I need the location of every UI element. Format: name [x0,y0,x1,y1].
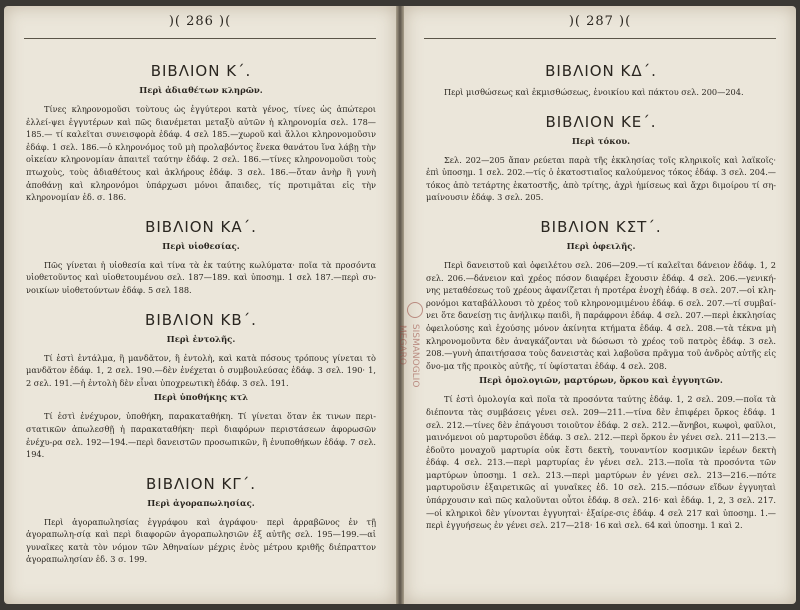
section-subtitle: Περὶ ἀδιαθέτων κληρῶν. [139,86,263,96]
library-watermark [377,285,423,405]
section-subtitle: Περὶ ὑποθήκης κτλ [153,393,249,404]
paragraph: Περὶ δανειστοῦ καὶ ὀφειλέτου σελ. 206—209.—τί καλεῖται δάνειον ἐδάφ. 1, 2 σελ. 206.—δάνειον καὶ χρέος πόσον διαφέρει ἔχουσιν ἐδάφ. 4 σελ. 206.—γενική-νης μεταθέσεως τοῦ χρέους ἀφανίζεται ἡ προτέρα ἐνοχὴ ἐδάφ. 8 σελ. 207.—οἱ κλη-ρονόμοι καταβάλλουσι τὸ χρέος τοῦ κληρονομιμένου ἐδάφ. 6 σελ. 207.—τί συμβαί-νει ὅτε δανείσῃ τις ἀνήλικῳ παιδὶ, ἢ παράφρονι ἐδάφ. 4 σελ. 207.—περὶ ἐκκλησίας ὀφειλούσης καὶ ἐχούσης μόνον ἀκίνητα κτήματα ἐδάφ. 4 σελ. 208.—τὰ τέκνα μὴ κληρονομοῦντα δὲν ἀναγκάζονται νὰ δώσωσι τὸ χρέος τοῦ πατρὸς ἐδάφ. 3 σελ. 208.—γυνὴ ἀπαιτήσασα τοὺς δανειστὰς καὶ λαβοῦσα πρᾶγμα τοῦ ἀνδρὸς αὐτῆς εἰς ὄνο-μα τῆς προικὸς αὐτῆς, τί ὑφίσταται ἐδάφ. 4 σελ. 208. [426,259,776,371]
section-subtitle: Περὶ ἐντολῆς. [166,334,236,345]
header-rule [24,38,376,39]
paragraph: Τίνες κληρονομοῦσι τοὺτους ὡς ἐγγύτεροι κατὰ γένος, τίνες ὡς ἀπώτεροι ἐλλεί-ψει ἐγγυτέρων καὶ πῶς διανέμεται μεταξὺ αὐτῶν ἡ κληρονομία σελ. 178—185.— τί καλεῖται συνεισφορὰ ἐδάφ. 4 σελ 185.—χωροῦ καὶ ἄλλοι κληρονομοῦσιν ἐδάφ. 1 σελ. 186.—ὁ κληρονόμος τοῦ μὴ προλαβόντος ἕνεκα θανάτου ἵνα λάβῃ τὴν οἰκείαν κληρονομίαν ἀπαιτεῖ ταύτην ἐδάφ. 2 σελ. 186.—τίνες κληρονομοῦσι τοὺς πτωχοὺς, τοὺς ἀδιαθέτους καὶ ἀκλήρους ἐδάφ. 3 σελ. 186.—ὅταν ἀνὴρ ἢ γυνὴ ἀποθάνῃ καὶ κληρονόμοι ὑπάρχωσι μόνοι ἄπαιδες, τίς προτιμᾶται εἰς τὴν κληρονομίαν ἐδ. σ. 186. [26,104,376,203]
page-number: )( 286 )( [168,14,232,29]
watermark-text: SISMANOGLIO MEGARO [397,324,420,388]
section-subtitle: Περὶ τόκου. [571,136,631,147]
header-rule [424,38,776,39]
paragraph: Περὶ μισθώσεως καὶ ἐκμισθώσεως, ἐνοικίου καὶ πάκτου σελ. 200—204. [444,87,744,97]
left-page [4,6,396,604]
section-title: ΒΙΒΛΙΟΝ ΚΕ΄. [545,112,657,131]
page-content [26,48,376,570]
paragraph: Τί ἐστὶ ἐνέχυρον, ὑποθήκη, παρακαταθήκη. Τί γίνεται ὅταν ἐκ τινων περι-στατικῶν ἀπωλεσθῇ ἡ παρακαταθήκη· περὶ διαφόρων περιστάσεων ἀφορωσῶν ἐνέχυ-ρα σελ. 192—194.—περὶ δανειστῶν προσωπικῶν, ἢ ἐνυποθήκων ἐδάφ. 7 σελ. 194. [26,411,376,460]
paragraph: Πῶς γίνεται ἡ υἱοθεσία καὶ τίνα τὰ ἐκ ταύτης κωλύματα· ποῖα τὰ προσόντα υἱοθετοῦντος καὶ υἱοθετουμένου σελ. 187—189. καὶ ὑποσημ. 1 σελ 187.—περὶ συ-νοικίων υἱοθετούντων ἐδάφ. 5 σελ 188. [26,259,376,295]
section-title: ΒΙΒΛΙΟΝ ΚΒ΄. [145,310,257,329]
paragraph: Τί ἐστὶ ὁμολογία καὶ ποῖα τὰ προσόντα ταύτης ἐδάφ. 1, 2 σελ. 209.—ποῖα τὰ διέποντα τὰς συμβάσεις γένει σελ. 209—211.—τίνα δὲν ἐπιφέρει ὅρκος ἐδάφ. 1 σελ. 212.—τίνες δὲν ἐπάγουσι τοιοῦτον ἐδάφ. 2 σελ. 212.—ἄνηβοι, κωφοὶ, φαῦλοι, μαινόμενοι οὐ μαρτυροῦσι ἐδάφ. 3 σελ. 212.—περὶ ὅρκου ἐν γένει σελ. 211—213.—ἐδοῦτο μοναχοῦ μαρτυρία οὐκ ἔστι δεκτὴ, τουναντίον κοσμικῶν ἱερέων δεκτὴ ἐδάφ. 4 σελ. 213.—περὶ μαρτυρίας ἐν γένει σελ. 213.—ποῖα τὰ προσόντα τῶν μαρτύρων ὑποσημ. 1 σελ. 213.—περὶ μαρτύρων ἐν γένει σελ. 213—216.—πότε μαρτυροῦσιν ἐξαιρετικῶς αἱ γυναῖκες ἐδ. 10 σελ. 215.—πόσων εἴδων ἐγγυηταὶ ὑπάρχουσιν καὶ πῶς καλοῦνται οὗτοι ἐδάφ. 8 σελ. 216· καὶ ἐδάφ. 1, 2, 3 σελ. 217.—οἱ κληρικοὶ δὲν γίνονται ἐγγυηταὶ· ἐξαίρε-σις ἐδάφ. 4 σελ 217 καὶ ὑποσημ. 1.—περὶ ἐγγυήσεως ἐν γένει σελ. 217—218· 16 καὶ σελ. 64 καὶ ὑποσημ. 1 καὶ 2. [426,394,776,531]
right-page [404,6,796,604]
page-number: )( 287 )( [568,14,632,29]
section-subtitle: Περὶ ὀφειλῆς. [566,241,636,252]
section-subtitle: Περὶ ἀγοραπωλησίας. [147,498,255,509]
page-content [426,48,776,536]
paragraph: Σελ. 202—205 ἅπαν ρεύεται παρὰ τῆς ἐκκλησίας τοῖς κληρικοῖς καὶ λαϊκοῖς· ἐπὶ ὑποσημ. 1 σελ. 202.—τίς ὁ ἑκατοστιαῖος καλούμενος τόκος ἐδάφ. 3 σελ. 204.—τόκος ἀπὸ τετάρτης ἑκατοστῆς, ἀπὸ τρίτης, ἀχρὶ ἡμίσεως καὶ ἄχρι διμοίρου τί ση-μαίνουσιν ἐδάφ. 3 σελ. 205. [426,154,776,203]
paragraph: Περὶ ἀγοραπωλησίας ἐγγράφου καὶ ἀγράφου· περὶ ἀρραβῶνος ἐν τῇ ἀγοραπωλη-σίᾳ καὶ περὶ διαφορῶν ἀγοραπωλησιῶν ἐξ αὐτῆς σελ. 195—199.—αἱ γυναῖκες κατὰ τὸν νόμον τῶν Ἀθηναίων μέχρις ἑνὸς μέτρου κριθῆς διέπραττον ἀγοραπωλησίαν ἐδ. 3 σ. 199. [26,516,376,565]
section-subtitle: Περὶ υἱοθεσίας. [162,241,240,252]
section-title: ΒΙΒΛΙΟΝ ΚΔ΄. [545,62,657,80]
seal-icon [407,302,423,318]
section-title: ΒΙΒΛΙΟΝ Κ΄. [150,62,252,80]
section-title: ΒΙΒΛΙΟΝ ΚΣΤ΄. [540,217,662,236]
section-subtitle: Περὶ ὁμολογιῶν, μαρτύρων, ὅρκου καὶ ἐγγυητῶν. [479,376,723,387]
paragraph: Τί ἐστὶ ἐντάλμα, ἢ μανδᾶτον, ἢ ἐντολὴ, καὶ κατὰ πόσους τρόπους γίνεται τὸ μανδᾶτον ἐδάφ. 1, 2 σελ. 190.—δὲν ἐνέχεται ὁ συμβουλεύσας ἐδάφ. 3 σελ. 190· 1, 2 σελ. 191.—ἡ ἐντολὴ δὲν εἶναι ὑποχρεωτικὴ ἐδάφ. 3 σελ. 191. [26,352,376,388]
section-title: ΒΙΒΛΙΟΝ ΚΑ΄. [145,217,257,236]
section-title: ΒΙΒΛΙΟΝ ΚΓ΄. [146,474,256,493]
